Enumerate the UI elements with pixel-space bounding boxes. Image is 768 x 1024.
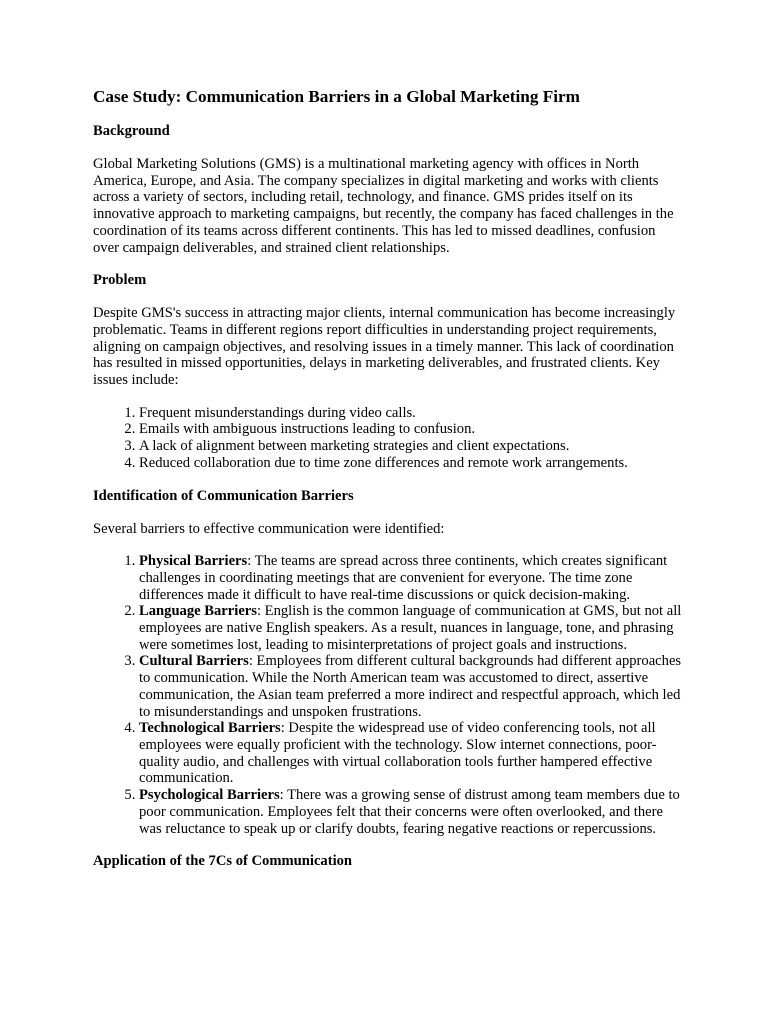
background-paragraph: Global Marketing Solutions (GMS) is a multinational marketing agency with offices in North America, Europe, and Asia. The company specializes in digital marketing and works with clients across a variety of sectors, including retail, technology, and finance. GMS prides itself on its innovative approach to marketing campaigns, but recently, the company has faced challenges in the coordination of its teams across different continents. This has led to missed deadlines, confusion over campaign deliverables, and strained client relationships.: [93, 156, 674, 256]
barriers-intro: Several barriers to effective communication were identified:: [93, 520, 445, 537]
list-item: [139, 653, 683, 720]
background-heading: Background: [93, 123, 170, 139]
problem-heading: Problem: [93, 272, 147, 289]
barrier-description: : English is the common language of communication at GMS, but not all employees are native English speakers. As a result, nuances in language, tone, and phrasing were sometimes lost, leading to misinterpretations of project goals and instructions.: [139, 603, 682, 653]
list-item: 4. Reduced collaboration due to time zone differences and remote work arrangements.: [139, 455, 683, 472]
seven-cs-heading: Application of the 7Cs of Communication: [93, 853, 353, 870]
barrier-term: Language Barriers: [139, 603, 257, 620]
barrier-description: : Despite the widespread use of video conferencing tools, not all employees were equally proficient with the technology. Slow internet connections, poor-quality audio, and challenges with virtual collaboration tools further hampered effective communication.: [139, 720, 657, 787]
list-item: 1. Frequent misunderstandings during video calls.: [139, 405, 683, 422]
barriers-heading: Identification of Communication Barriers: [93, 487, 354, 504]
barrier-term: Cultural Barriers: [139, 653, 249, 670]
barriers-list: [93, 553, 683, 837]
list-item: [139, 720, 683, 787]
list-item: 3. A lack of alignment between marketing strategies and client expectations.: [139, 438, 683, 455]
list-item: [139, 603, 683, 653]
list-item: [139, 787, 683, 837]
barrier-description: : The teams are spread across three continents, which creates significant challenges in coordinating meetings that are convenient for everyone. The time zone differences made it difficult to have real-time discussions or quick decision-making.: [139, 553, 668, 603]
list-item: [139, 553, 683, 603]
barrier-description: : There was a growing sense of distrust among team members due to poor communication. Employees felt that their concerns were often overlooked, and there was reluctance to speak up or clarify doubts, fearing negative reactions or repercussions.: [139, 787, 680, 837]
document-title: Case Study: Communication Barriers in a Global Marketing Firm: [93, 87, 580, 106]
barrier-term: Physical Barriers: [139, 553, 248, 570]
problem-paragraph: Despite GMS's success in attracting major clients, internal communication has become increasingly problematic. Teams in different regions report difficulties in understanding project requirements, aligning on campaign objectives, and resolving issues in a timely manner. This lack of coordination has resulted in missed opportunities, delays in marketing deliverables, and frustrated clients. Key issues include:: [93, 305, 676, 389]
barrier-description: : Employees from different cultural backgrounds had different approaches to communication. While the North American team was accustomed to direct, assertive communication, the Asian team preferred a more indirect and respectful approach, which led to misunderstandings and unspoken frustrations.: [139, 653, 682, 720]
barrier-term: Psychological Barriers: [139, 787, 280, 804]
document-page: [93, 86, 683, 886]
list-item: 2. Emails with ambiguous instructions leading to confusion.: [139, 421, 683, 438]
barrier-term: Technological Barriers: [139, 720, 281, 737]
key-issues-list: [93, 405, 683, 472]
